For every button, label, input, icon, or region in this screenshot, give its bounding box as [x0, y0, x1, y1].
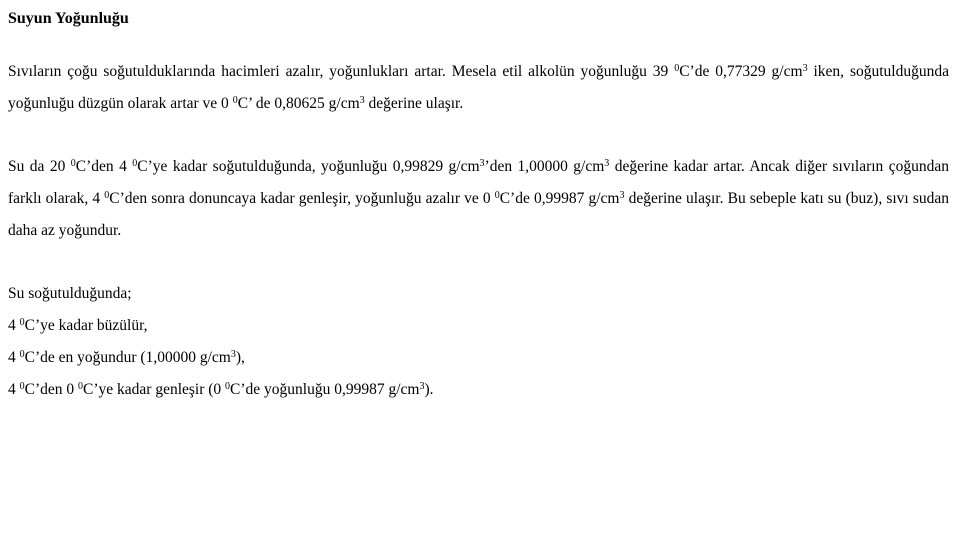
- text-segment: ’den 1,00000 g/cm: [484, 158, 605, 175]
- text-segment: ),: [235, 349, 245, 366]
- paragraph-water-density: [8, 151, 949, 247]
- text-segment: C’ de 0,80625 g/cm: [237, 95, 360, 112]
- degree-superscript: 0: [494, 190, 500, 201]
- degree-superscript: 0: [19, 317, 25, 328]
- text-segment: değerine ulaşır.: [364, 95, 464, 112]
- text-segment: değerine kadar artar. Ancak diğer sıvıların çoğundan farklı olarak, 4: [8, 158, 949, 207]
- list-item: [8, 342, 949, 374]
- text-segment: Su da 20: [8, 158, 71, 175]
- text-segment: Sıvıların çoğu soğutulduklarında hacimleri azalır, yoğunlukları artar. Mesela etil alkolün yoğunluğu 39: [8, 63, 675, 80]
- cubic-superscript: 3: [359, 95, 365, 106]
- degree-superscript: 0: [132, 158, 138, 169]
- cubic-superscript: 3: [619, 190, 625, 201]
- list-item: [8, 374, 949, 406]
- document-title: Suyun Yoğunluğu: [8, 10, 129, 27]
- text-segment: 4: [8, 381, 20, 398]
- text-segment: C’ye kadar büzülür,: [24, 317, 148, 334]
- text-segment: C’den 4: [75, 158, 133, 175]
- degree-superscript: 0: [19, 349, 25, 360]
- list-intro: Su soğutulduğunda;: [8, 285, 132, 302]
- cubic-superscript: 3: [230, 349, 236, 360]
- text-segment: C’ye kadar soğutulduğunda, yoğunluğu 0,99829 g/cm: [137, 158, 480, 175]
- list-item: [8, 310, 949, 342]
- text-segment: 4: [8, 317, 20, 334]
- text-segment: ).: [424, 381, 434, 398]
- degree-superscript: 0: [78, 381, 84, 392]
- degree-superscript: 0: [19, 381, 25, 392]
- degree-superscript: 0: [674, 63, 680, 74]
- text-segment: değerine ulaşır. Bu sebeple katı su (buz), sıvı sudan daha az yoğundur.: [8, 190, 950, 239]
- text-segment: C’de 0,77329 g/cm: [679, 63, 803, 80]
- text-segment: C’den 0: [24, 381, 79, 398]
- text-segment: 4: [8, 349, 20, 366]
- paragraph-ethanol-density: [8, 56, 949, 120]
- text-segment: C’de 0,99987 g/cm: [499, 190, 620, 207]
- degree-superscript: 0: [225, 381, 231, 392]
- cubic-superscript: 3: [604, 158, 610, 169]
- cooling-behavior-list: [8, 278, 949, 406]
- cubic-superscript: 3: [802, 63, 808, 74]
- cubic-superscript: 3: [479, 158, 485, 169]
- text-segment: iken, soğutulduğunda yoğunluğu düzgün olarak artar ve 0: [8, 63, 949, 112]
- degree-superscript: 0: [70, 158, 76, 169]
- text-segment: C’de en yoğundur (1,00000 g/cm: [24, 349, 231, 366]
- degree-superscript: 0: [104, 190, 110, 201]
- cubic-superscript: 3: [419, 381, 425, 392]
- text-segment: C’de yoğunluğu 0,99987 g/cm: [230, 381, 420, 398]
- text-segment: C’den sonra donuncaya kadar genleşir, yoğunluğu azalır ve 0: [109, 190, 495, 207]
- text-segment: C’ye kadar genleşir (0: [83, 381, 226, 398]
- degree-superscript: 0: [232, 95, 238, 106]
